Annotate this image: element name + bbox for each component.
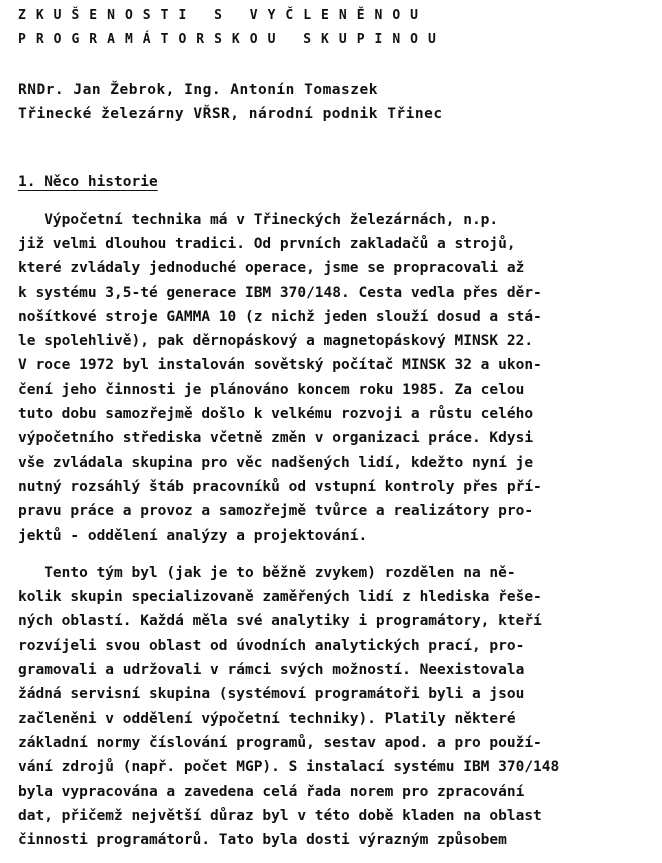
text-line: ných oblastí. Každá měla své analytiky i programátory, kteří	[18, 613, 542, 629]
text-line: začleněni v oddělení výpočetní techniky). Platily některé	[18, 711, 516, 727]
text-line: vše zvládala skupina pro věc nadšených lidí, kdežto nyní je	[18, 455, 534, 471]
title-line-1: ZKUŠENOSTI S VYČLENĚNOU	[18, 8, 429, 23]
text-line: jektů - oddělení analýzy a projektování.	[18, 528, 368, 544]
title-line-2: PROGRAMÁTORSKOU SKUPINOU	[18, 32, 446, 47]
text-line: tuto dobu samozřejmě došlo k velkému rozvoji a růstu celého	[18, 406, 534, 422]
text-line: čení jeho činnosti je plánováno koncem roku 1985. Za celou	[18, 382, 525, 398]
text-line: vání zdrojů (např. počet MGP). S instalací systému IBM 370/148	[18, 759, 560, 775]
text-line: dat, přičemž největší důraz byl v této době kladen na oblast	[18, 808, 542, 824]
section-heading: 1. Něco historie	[18, 174, 158, 190]
text-line: kolik skupin specializovaně zaměřených lidí z hlediska řeše-	[18, 589, 542, 605]
text-line: Tento tým byl (jak je to běžně zvykem) rozdělen na ně-	[18, 565, 516, 581]
authors: RNDr. Jan Žebrok, Ing. Antonín Tomaszek	[18, 82, 378, 98]
text-line: výpočetního střediska včetně změn v organizaci práce. Kdysi	[18, 430, 534, 446]
text-line: rozvíjeli svou oblast od úvodních analytických prací, pro-	[18, 638, 525, 654]
text-line: nošítkové stroje GAMMA 10 (z nichž jeden slouží dosud a stá-	[18, 309, 542, 325]
text-line: le spolehlivě), pak děrnopáskový a magnetopáskový MINSK 22.	[18, 333, 534, 349]
text-line: činnosti programátorů. Tato byla dosti výrazným způsobem	[18, 832, 507, 848]
text-line: gramovali a udržovali v rámci svých možností. Neexistovala	[18, 662, 525, 678]
text-line: žádná servisní skupina (systémoví programátoři byli a jsou	[18, 686, 525, 702]
text-line: které zvládaly jednoduché operace, jsme se propracovali až	[18, 260, 525, 276]
text-line: základní normy číslování programů, sestav apod. a pro použí-	[18, 735, 542, 751]
text-line: k systému 3,5-té generace IBM 370/148. Cesta vedla přes děr-	[18, 285, 542, 301]
affiliation: Třinecké železárny VŘSR, národní podnik Třinec	[18, 106, 443, 122]
text-line: pravu práce a provoz a samozřejmě tvůrce a realizátory pro-	[18, 503, 534, 519]
text-line: V roce 1972 byl instalován sovětský počítač MINSK 32 a ukon-	[18, 357, 542, 373]
text-line: již velmi dlouhou tradici. Od prvních zakladačů a strojů,	[18, 236, 516, 252]
text-line: Výpočetní technika má v Třineckých železárnách, n.p.	[18, 212, 499, 228]
text-line: byla vypracována a zavedena celá řada norem pro zpracování	[18, 784, 525, 800]
text-line: nutný rozsáhlý štáb pracovníků od vstupní kontroly přes pří-	[18, 479, 542, 495]
